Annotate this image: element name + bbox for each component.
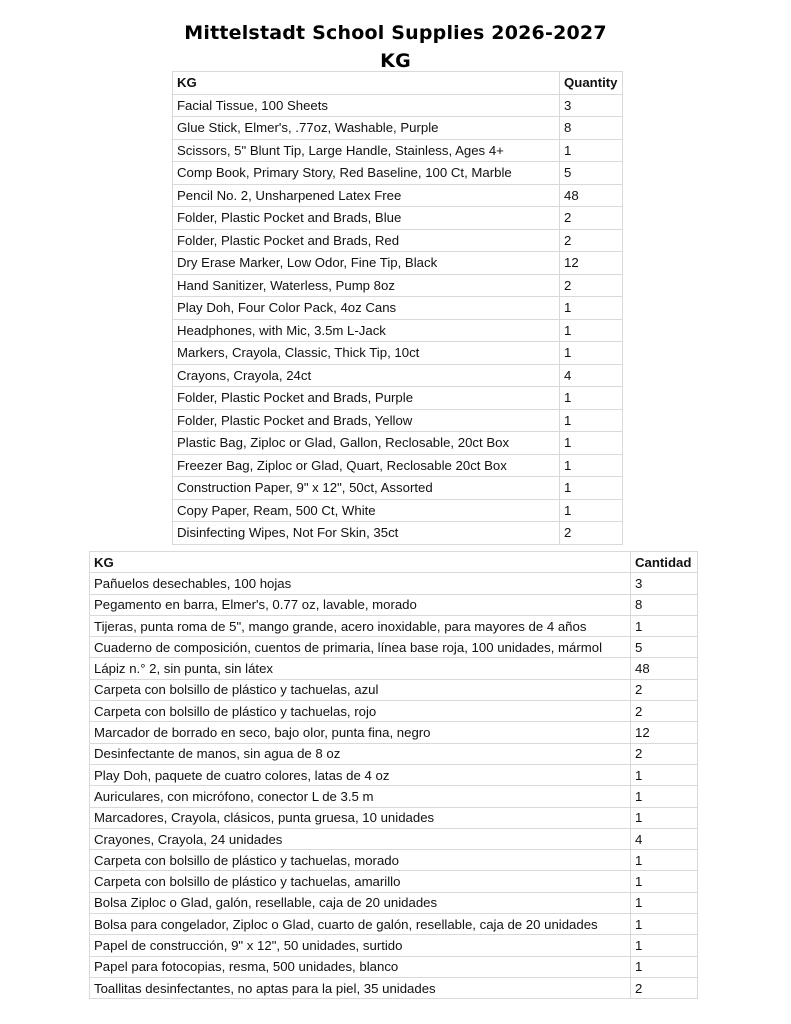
item-cell: Comp Book, Primary Story, Red Baseline, 100 Ct, Marble <box>173 162 560 185</box>
quantity-cell: 8 <box>631 594 698 615</box>
item-cell: Pegamento en barra, Elmer's, 0.77 oz, lavable, morado <box>90 594 631 615</box>
table-header-row <box>173 72 623 95</box>
table-row <box>90 701 698 722</box>
supply-table-english <box>172 71 623 545</box>
item-cell: Play Doh, paquete de cuatro colores, latas de 4 oz <box>90 764 631 785</box>
table-row <box>90 914 698 935</box>
quantity-cell: 12 <box>560 252 623 275</box>
quantity-cell: 5 <box>560 162 623 185</box>
table-row <box>90 615 698 636</box>
item-cell: Cuaderno de composición, cuentos de primaria, línea base roja, 100 unidades, mármol <box>90 637 631 658</box>
column-header-quantity: Cantidad <box>631 552 698 573</box>
quantity-cell: 1 <box>560 297 623 320</box>
item-cell: Lápiz n.° 2, sin punta, sin látex <box>90 658 631 679</box>
table-row <box>173 387 623 410</box>
quantity-cell: 48 <box>560 184 623 207</box>
item-cell: Markers, Crayola, Classic, Thick Tip, 10ct <box>173 342 560 365</box>
quantity-cell: 1 <box>560 319 623 342</box>
table-row <box>90 850 698 871</box>
quantity-cell: 1 <box>560 387 623 410</box>
item-cell: Scissors, 5" Blunt Tip, Large Handle, Stainless, Ages 4+ <box>173 139 560 162</box>
item-cell: Tijeras, punta roma de 5", mango grande, acero inoxidable, para mayores de 4 años <box>90 615 631 636</box>
item-cell: Dry Erase Marker, Low Odor, Fine Tip, Black <box>173 252 560 275</box>
table-row <box>173 297 623 320</box>
item-cell: Crayones, Crayola, 24 unidades <box>90 828 631 849</box>
quantity-cell: 1 <box>631 850 698 871</box>
quantity-cell: 1 <box>560 499 623 522</box>
item-cell: Marcadores, Crayola, clásicos, punta gruesa, 10 unidades <box>90 807 631 828</box>
table-row <box>90 573 698 594</box>
table-row <box>90 977 698 998</box>
quantity-cell: 2 <box>631 977 698 998</box>
table-row <box>90 828 698 849</box>
quantity-cell: 2 <box>560 522 623 545</box>
table-row <box>173 274 623 297</box>
table-row <box>90 935 698 956</box>
item-cell: Disinfecting Wipes, Not For Skin, 35ct <box>173 522 560 545</box>
item-cell: Carpeta con bolsillo de plástico y tachuelas, amarillo <box>90 871 631 892</box>
quantity-cell: 5 <box>631 637 698 658</box>
table-row <box>173 252 623 275</box>
table-row <box>90 594 698 615</box>
item-cell: Glue Stick, Elmer's, .77oz, Washable, Purple <box>173 117 560 140</box>
item-cell: Pañuelos desechables, 100 hojas <box>90 573 631 594</box>
item-cell: Bolsa para congelador, Ziploc o Glad, cuarto de galón, resellable, caja de 20 unidades <box>90 914 631 935</box>
quantity-cell: 4 <box>631 828 698 849</box>
item-cell: Auriculares, con micrófono, conector L de 3.5 m <box>90 786 631 807</box>
quantity-cell: 1 <box>560 409 623 432</box>
item-cell: Construction Paper, 9" x 12", 50ct, Assorted <box>173 477 560 500</box>
quantity-cell: 1 <box>631 892 698 913</box>
item-cell: Copy Paper, Ream, 500 Ct, White <box>173 499 560 522</box>
quantity-cell: 48 <box>631 658 698 679</box>
item-cell: Headphones, with Mic, 3.5m L-Jack <box>173 319 560 342</box>
table-row <box>173 432 623 455</box>
table-row <box>173 229 623 252</box>
quantity-cell: 3 <box>631 573 698 594</box>
table-row <box>173 94 623 117</box>
item-cell: Freezer Bag, Ziploc or Glad, Quart, Reclosable 20ct Box <box>173 454 560 477</box>
table-row <box>173 319 623 342</box>
quantity-cell: 1 <box>560 139 623 162</box>
table-row <box>90 679 698 700</box>
quantity-cell: 1 <box>560 454 623 477</box>
quantity-cell: 8 <box>560 117 623 140</box>
table-row <box>173 162 623 185</box>
quantity-cell: 1 <box>631 615 698 636</box>
item-cell: Marcador de borrado en seco, bajo olor, punta fina, negro <box>90 722 631 743</box>
quantity-cell: 1 <box>631 935 698 956</box>
item-cell: Papel para fotocopias, resma, 500 unidades, blanco <box>90 956 631 977</box>
table-row <box>90 786 698 807</box>
quantity-cell: 2 <box>560 207 623 230</box>
quantity-cell: 2 <box>631 679 698 700</box>
item-cell: Facial Tissue, 100 Sheets <box>173 94 560 117</box>
page-subtitle-grade: KG <box>380 50 411 72</box>
table-row <box>173 117 623 140</box>
quantity-cell: 1 <box>560 477 623 500</box>
table-row <box>173 207 623 230</box>
item-cell: Carpeta con bolsillo de plástico y tachuelas, azul <box>90 679 631 700</box>
table-row <box>173 184 623 207</box>
column-header-grade: KG <box>90 552 631 573</box>
quantity-cell: 4 <box>560 364 623 387</box>
table-row <box>173 409 623 432</box>
item-cell: Pencil No. 2, Unsharpened Latex Free <box>173 184 560 207</box>
table-row <box>173 364 623 387</box>
supply-table-spanish <box>89 551 698 999</box>
column-header-grade: KG <box>173 72 560 95</box>
table-row <box>173 342 623 365</box>
table-row <box>173 454 623 477</box>
item-cell: Hand Sanitizer, Waterless, Pump 8oz <box>173 274 560 297</box>
table-row <box>90 637 698 658</box>
table-row <box>90 658 698 679</box>
quantity-cell: 1 <box>631 956 698 977</box>
table-row <box>90 743 698 764</box>
item-cell: Carpeta con bolsillo de plástico y tachuelas, rojo <box>90 701 631 722</box>
table-row <box>173 477 623 500</box>
item-cell: Papel de construcción, 9" x 12", 50 unidades, surtido <box>90 935 631 956</box>
item-cell: Carpeta con bolsillo de plástico y tachuelas, morado <box>90 850 631 871</box>
table-row <box>90 956 698 977</box>
item-cell: Folder, Plastic Pocket and Brads, Yellow <box>173 409 560 432</box>
column-header-quantity: Quantity <box>560 72 623 95</box>
item-cell: Plastic Bag, Ziploc or Glad, Gallon, Reclosable, 20ct Box <box>173 432 560 455</box>
item-cell: Crayons, Crayola, 24ct <box>173 364 560 387</box>
quantity-cell: 1 <box>631 786 698 807</box>
table-row <box>173 522 623 545</box>
quantity-cell: 2 <box>631 701 698 722</box>
quantity-cell: 1 <box>631 914 698 935</box>
item-cell: Bolsa Ziploc o Glad, galón, resellable, caja de 20 unidades <box>90 892 631 913</box>
quantity-cell: 12 <box>631 722 698 743</box>
item-cell: Toallitas desinfectantes, no aptas para la piel, 35 unidades <box>90 977 631 998</box>
item-cell: Folder, Plastic Pocket and Brads, Purple <box>173 387 560 410</box>
quantity-cell: 1 <box>631 807 698 828</box>
item-cell: Folder, Plastic Pocket and Brads, Red <box>173 229 560 252</box>
item-cell: Play Doh, Four Color Pack, 4oz Cans <box>173 297 560 320</box>
quantity-cell: 2 <box>631 743 698 764</box>
table-header-row <box>90 552 698 573</box>
table-row <box>90 871 698 892</box>
quantity-cell: 2 <box>560 229 623 252</box>
quantity-cell: 1 <box>560 432 623 455</box>
table-row <box>173 139 623 162</box>
table-row <box>90 892 698 913</box>
item-cell: Desinfectante de manos, sin agua de 8 oz <box>90 743 631 764</box>
quantity-cell: 1 <box>631 764 698 785</box>
quantity-cell: 2 <box>560 274 623 297</box>
quantity-cell: 3 <box>560 94 623 117</box>
table-row <box>173 499 623 522</box>
quantity-cell: 1 <box>560 342 623 365</box>
table-row <box>90 764 698 785</box>
quantity-cell: 1 <box>631 871 698 892</box>
item-cell: Folder, Plastic Pocket and Brads, Blue <box>173 207 560 230</box>
table-row <box>90 807 698 828</box>
page-title: Mittelstadt School Supplies 2026-2027 <box>184 22 607 44</box>
table-row <box>90 722 698 743</box>
